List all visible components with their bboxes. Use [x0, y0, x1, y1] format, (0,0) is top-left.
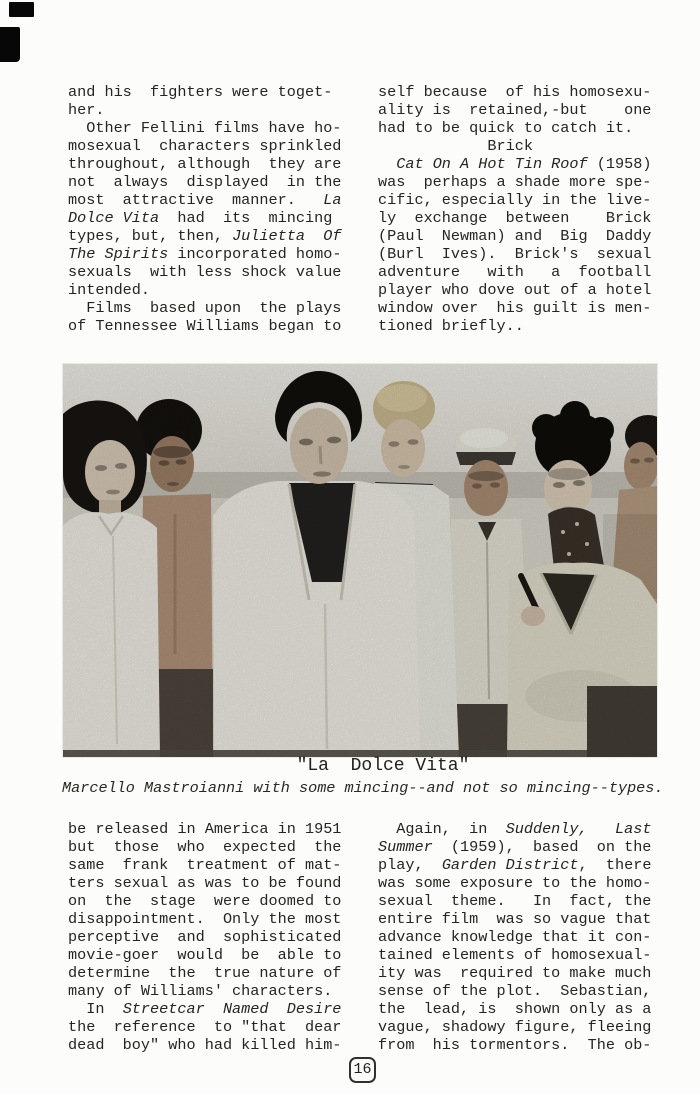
- text-line: not always displayed in the: [68, 173, 342, 191]
- text-line: from his tormentors. The ob-: [378, 1036, 652, 1054]
- text-line: but those who expected the: [68, 838, 342, 856]
- text-line: types, but, then, Julietta Of: [68, 227, 342, 245]
- page-number-badge: [349, 1057, 376, 1083]
- text-line: Films based upon the plays: [68, 299, 342, 317]
- text-line: ly exchange between Brick: [378, 209, 652, 227]
- text-line: dead boy" who had killed him-: [68, 1036, 342, 1054]
- text-line: sexuals with less shock value: [68, 263, 342, 281]
- column-bottom-right: [378, 820, 678, 1054]
- text-line: ity was required to make much: [378, 964, 652, 982]
- text-line: same frank treatment of mat-: [68, 856, 342, 874]
- text-line: the lead, is shown only as a: [378, 1000, 652, 1018]
- text-line: window over his guilt is men-: [378, 299, 652, 317]
- text-line: play, Garden District, there: [378, 856, 652, 874]
- column-top-left: [68, 83, 368, 335]
- text-line: In Streetcar Named Desire: [68, 1000, 342, 1018]
- text-line: was some exposure to the homo-: [378, 874, 652, 892]
- text-line: many of Williams' characters.: [68, 982, 333, 1000]
- text-line: and his fighters were toget-: [68, 83, 333, 101]
- text-line: of Tennessee Williams began to: [68, 317, 342, 335]
- text-line: Again, in Suddenly, Last: [378, 820, 652, 838]
- text-line: Cat On A Hot Tin Roof (1958): [396, 155, 652, 173]
- text-line: had to be quick to catch it.: [378, 119, 634, 137]
- text-line: sexual theme. In fact, the: [378, 892, 652, 910]
- text-line: ters sexual as was to be found: [68, 874, 342, 892]
- text-line: disappointment. Only the most: [68, 910, 342, 928]
- scan-artifact-mark: [9, 2, 34, 17]
- text-line: perceptive and sophisticated: [68, 928, 342, 946]
- text-line: be released in America in 1951: [68, 820, 342, 838]
- text-line: (Paul Newman) and Big Daddy: [378, 227, 652, 245]
- text-line: advance knowledge that it con-: [378, 928, 652, 946]
- text-line: The Spirits incorporated homo-: [68, 245, 342, 263]
- column-bottom-left: [68, 820, 368, 1054]
- page-number: 16: [353, 1061, 372, 1078]
- text-line: determine the true nature of: [68, 964, 342, 982]
- text-line: (Burl Ives). Brick's sexual: [378, 245, 652, 263]
- text-line: mosexual characters sprinkled: [68, 137, 342, 155]
- text-line: most attractive manner. La: [68, 191, 342, 209]
- text-line: player who dove out of a hotel: [378, 281, 652, 299]
- text-line: Dolce Vita had its mincing: [68, 209, 333, 227]
- scan-artifact-mark: [0, 27, 20, 62]
- text-line: her.: [68, 101, 105, 119]
- photo-caption-subtitle: Marcello Mastroianni with some mincing--and not so mincing--types.: [62, 779, 664, 797]
- text-line: vague, shadowy figure, fleeing: [378, 1018, 652, 1036]
- text-line: the reference to "that dear: [68, 1018, 342, 1036]
- text-line: ality is retained,-but one: [378, 101, 652, 119]
- photo-illustration: [63, 364, 657, 757]
- photo-caption-title: "La Dolce Vita": [296, 756, 470, 776]
- text-line: intended.: [68, 281, 151, 299]
- photo-la-dolce-vita-still: [63, 364, 657, 757]
- text-line: entire film was so vague that: [378, 910, 652, 928]
- text-line: adventure with a football: [378, 263, 652, 281]
- text-line: throughout, although they are: [68, 155, 342, 173]
- column-top-right: [378, 83, 678, 335]
- text-line: sense of the plot. Sebastian,: [378, 982, 652, 1000]
- text-line: tioned briefly..: [378, 317, 524, 335]
- text-line: was perhaps a shade more spe-: [378, 173, 652, 191]
- text-line: cific, especially in the live-: [378, 191, 652, 209]
- text-line: Summer (1959), based on the: [378, 838, 652, 856]
- text-line: on the stage were doomed to: [68, 892, 342, 910]
- text-line: movie-goer would be able to: [68, 946, 342, 964]
- text-line: tained elements of homosexual-: [378, 946, 652, 964]
- text-line: Other Fellini films have ho-: [68, 119, 342, 137]
- film-grain-overlay: [63, 364, 657, 757]
- text-line: self because of his homosexu-: [378, 83, 652, 101]
- text-line: Brick: [378, 137, 533, 155]
